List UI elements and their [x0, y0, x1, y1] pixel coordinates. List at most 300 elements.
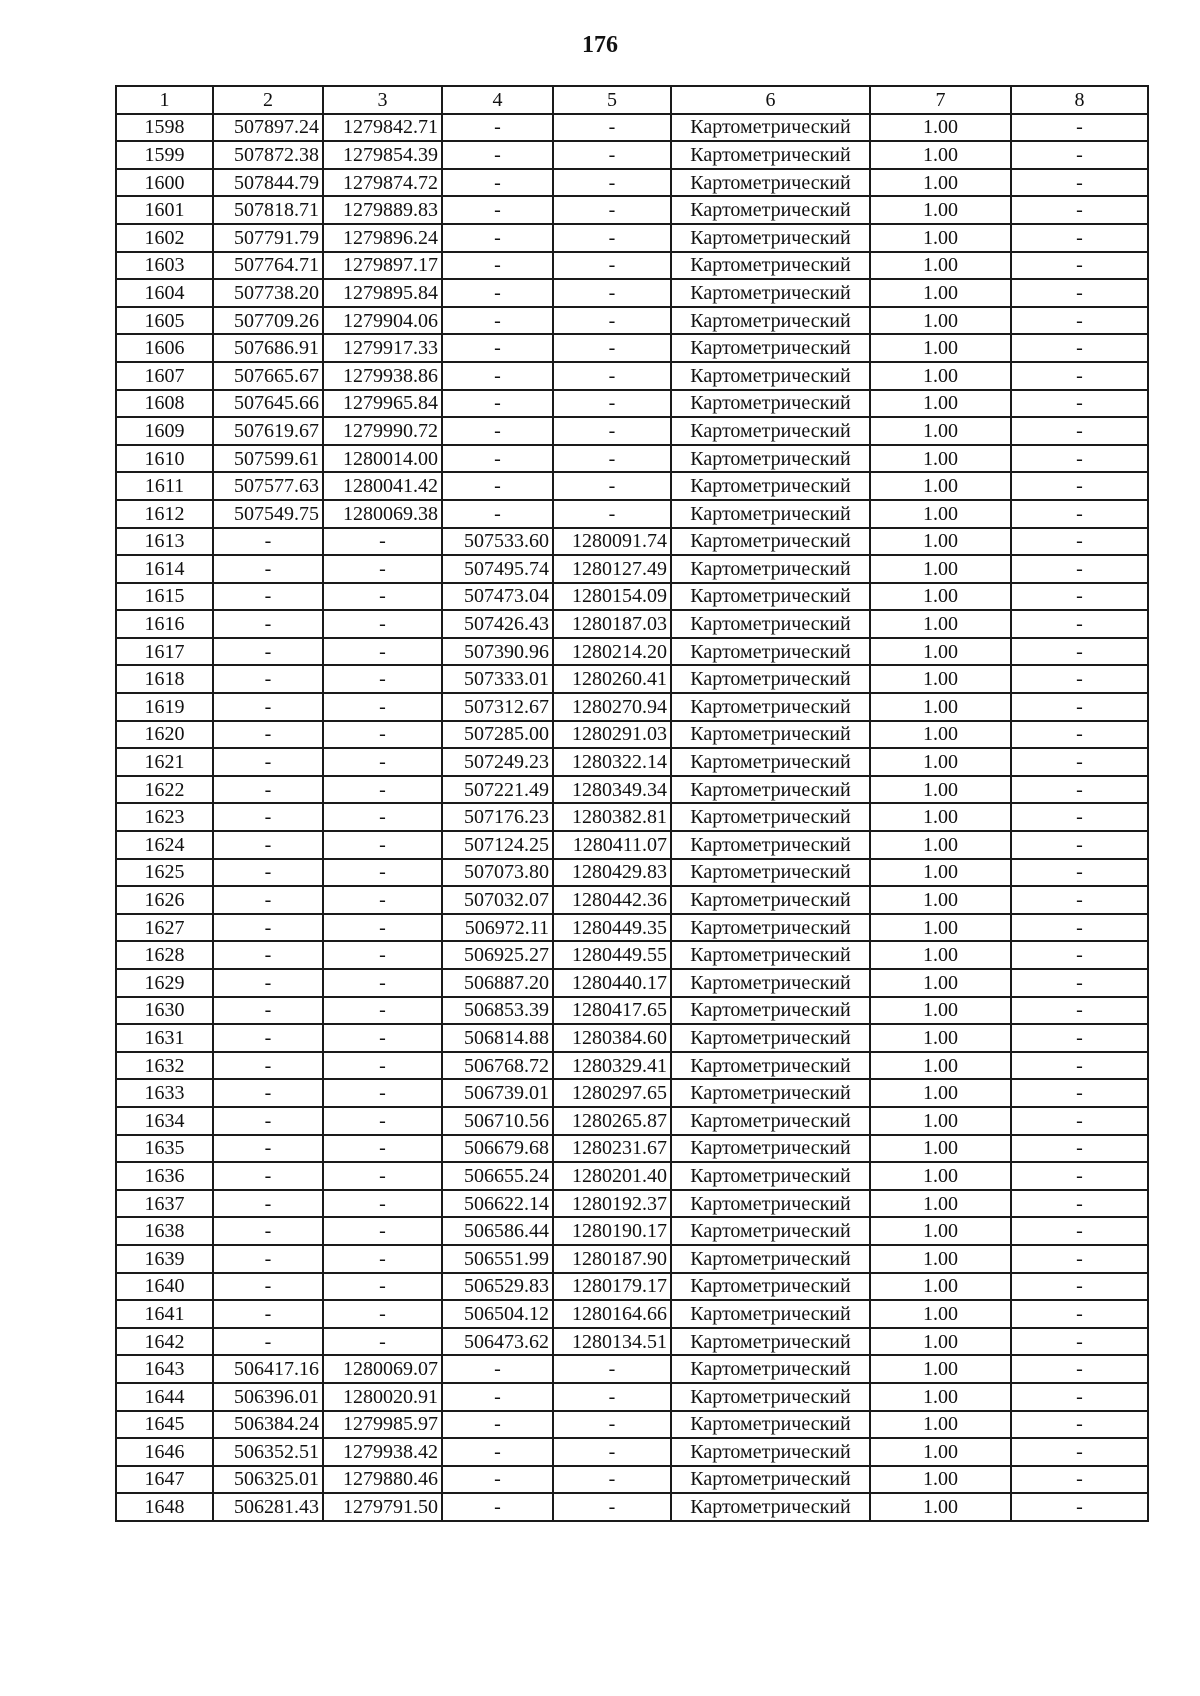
x-coordinate-cell: 506417.16	[213, 1355, 323, 1383]
accuracy-cell: 1.00	[870, 169, 1011, 197]
table-header	[116, 86, 1148, 114]
x-coordinate-cell: -	[213, 1245, 323, 1273]
description-cell: -	[1011, 1079, 1148, 1107]
x-new-coordinate-cell: 506853.39	[442, 997, 553, 1025]
table-row	[116, 886, 1148, 914]
point-number-cell: 1626	[116, 886, 213, 914]
accuracy-cell: 1.00	[870, 528, 1011, 556]
description-cell: -	[1011, 1383, 1148, 1411]
x-new-coordinate-cell: 506586.44	[442, 1217, 553, 1245]
point-number-cell: 1615	[116, 583, 213, 611]
description-cell: -	[1011, 169, 1148, 197]
y-new-coordinate-cell: -	[553, 1383, 671, 1411]
table-row	[116, 1217, 1148, 1245]
method-cell: Картометрический	[671, 417, 870, 445]
y-coordinate-cell: -	[323, 776, 442, 804]
table-row	[116, 610, 1148, 638]
table-row	[116, 1300, 1148, 1328]
y-coordinate-cell: 1279897.17	[323, 252, 442, 280]
y-new-coordinate-cell: -	[553, 1438, 671, 1466]
y-coordinate-cell: -	[323, 1135, 442, 1163]
table-row	[116, 665, 1148, 693]
y-new-coordinate-cell: 1280260.41	[553, 665, 671, 693]
y-new-coordinate-cell: 1280291.03	[553, 721, 671, 749]
x-new-coordinate-cell: 506504.12	[442, 1300, 553, 1328]
table-row	[116, 1162, 1148, 1190]
method-cell: Картометрический	[671, 334, 870, 362]
point-number-cell: 1636	[116, 1162, 213, 1190]
accuracy-cell: 1.00	[870, 1466, 1011, 1494]
y-new-coordinate-cell: 1280322.14	[553, 748, 671, 776]
x-new-coordinate-cell: 506768.72	[442, 1052, 553, 1080]
y-new-coordinate-cell: 1280091.74	[553, 528, 671, 556]
y-new-coordinate-cell: 1280231.67	[553, 1135, 671, 1163]
accuracy-cell: 1.00	[870, 1411, 1011, 1439]
x-new-coordinate-cell: -	[442, 1411, 553, 1439]
method-cell: Картометрический	[671, 114, 870, 142]
y-new-coordinate-cell: -	[553, 196, 671, 224]
x-coordinate-cell: -	[213, 1328, 323, 1356]
y-coordinate-cell: -	[323, 1079, 442, 1107]
description-cell: -	[1011, 610, 1148, 638]
description-cell: -	[1011, 334, 1148, 362]
point-number-cell: 1648	[116, 1493, 213, 1521]
table-row	[116, 831, 1148, 859]
method-cell: Картометрический	[671, 279, 870, 307]
x-coordinate-cell: 506384.24	[213, 1411, 323, 1439]
accuracy-cell: 1.00	[870, 1024, 1011, 1052]
x-new-coordinate-cell: -	[442, 390, 553, 418]
accuracy-cell: 1.00	[870, 1355, 1011, 1383]
accuracy-cell: 1.00	[870, 969, 1011, 997]
point-number-cell: 1619	[116, 693, 213, 721]
description-cell: -	[1011, 1411, 1148, 1439]
x-new-coordinate-cell: -	[442, 307, 553, 335]
accuracy-cell: 1.00	[870, 693, 1011, 721]
y-coordinate-cell: -	[323, 803, 442, 831]
table-row	[116, 472, 1148, 500]
description-cell: -	[1011, 1162, 1148, 1190]
x-new-coordinate-cell: 506551.99	[442, 1245, 553, 1273]
x-coordinate-cell: 507791.79	[213, 224, 323, 252]
x-coordinate-cell: -	[213, 803, 323, 831]
accuracy-cell: 1.00	[870, 1079, 1011, 1107]
y-new-coordinate-cell: 1280442.36	[553, 886, 671, 914]
description-cell: -	[1011, 472, 1148, 500]
table-row	[116, 1438, 1148, 1466]
point-number-cell: 1602	[116, 224, 213, 252]
table-row	[116, 307, 1148, 335]
y-coordinate-cell: -	[323, 1052, 442, 1080]
y-new-coordinate-cell: -	[553, 1466, 671, 1494]
method-cell: Картометрический	[671, 1411, 870, 1439]
table-row	[116, 555, 1148, 583]
point-number-cell: 1614	[116, 555, 213, 583]
x-coordinate-cell: 507709.26	[213, 307, 323, 335]
description-cell: -	[1011, 1245, 1148, 1273]
y-new-coordinate-cell: -	[553, 362, 671, 390]
accuracy-cell: 1.00	[870, 224, 1011, 252]
y-new-coordinate-cell: 1280382.81	[553, 803, 671, 831]
description-cell: -	[1011, 776, 1148, 804]
method-cell: Картометрический	[671, 1024, 870, 1052]
method-cell: Картометрический	[671, 528, 870, 556]
x-new-coordinate-cell: -	[442, 1493, 553, 1521]
point-number-cell: 1640	[116, 1273, 213, 1301]
accuracy-cell: 1.00	[870, 114, 1011, 142]
x-new-coordinate-cell: 506529.83	[442, 1273, 553, 1301]
x-coordinate-cell: 506352.51	[213, 1438, 323, 1466]
y-new-coordinate-cell: 1280154.09	[553, 583, 671, 611]
description-cell: -	[1011, 555, 1148, 583]
point-number-cell: 1638	[116, 1217, 213, 1245]
table-row	[116, 362, 1148, 390]
accuracy-cell: 1.00	[870, 1328, 1011, 1356]
x-coordinate-cell: -	[213, 555, 323, 583]
description-cell: -	[1011, 1438, 1148, 1466]
method-cell: Картометрический	[671, 1355, 870, 1383]
accuracy-cell: 1.00	[870, 390, 1011, 418]
table-row	[116, 859, 1148, 887]
method-cell: Картометрический	[671, 1135, 870, 1163]
table-body	[116, 114, 1148, 1521]
y-coordinate-cell: -	[323, 693, 442, 721]
x-coordinate-cell: -	[213, 1107, 323, 1135]
y-new-coordinate-cell: 1280411.07	[553, 831, 671, 859]
table-row	[116, 1135, 1148, 1163]
point-number-cell: 1601	[116, 196, 213, 224]
point-number-cell: 1630	[116, 997, 213, 1025]
point-number-cell: 1603	[116, 252, 213, 280]
y-coordinate-cell: -	[323, 1024, 442, 1052]
x-new-coordinate-cell: 507533.60	[442, 528, 553, 556]
x-new-coordinate-cell: -	[442, 224, 553, 252]
point-number-cell: 1616	[116, 610, 213, 638]
point-number-cell: 1632	[116, 1052, 213, 1080]
y-coordinate-cell: -	[323, 1217, 442, 1245]
y-coordinate-cell: -	[323, 1162, 442, 1190]
table-row	[116, 114, 1148, 142]
accuracy-cell: 1.00	[870, 417, 1011, 445]
table-row	[116, 638, 1148, 666]
description-cell: -	[1011, 445, 1148, 473]
y-coordinate-cell: 1280014.00	[323, 445, 442, 473]
x-coordinate-cell: -	[213, 914, 323, 942]
method-cell: Картометрический	[671, 390, 870, 418]
accuracy-cell: 1.00	[870, 886, 1011, 914]
y-coordinate-cell: -	[323, 1328, 442, 1356]
x-coordinate-cell: 507645.66	[213, 390, 323, 418]
description-cell: -	[1011, 1135, 1148, 1163]
point-number-cell: 1605	[116, 307, 213, 335]
y-coordinate-cell: 1279938.42	[323, 1438, 442, 1466]
x-coordinate-cell: -	[213, 1300, 323, 1328]
table-row	[116, 1466, 1148, 1494]
x-new-coordinate-cell: -	[442, 141, 553, 169]
x-new-coordinate-cell: 507473.04	[442, 583, 553, 611]
method-cell: Картометрический	[671, 1300, 870, 1328]
y-coordinate-cell: 1279874.72	[323, 169, 442, 197]
column-header: 3	[323, 86, 442, 114]
x-new-coordinate-cell: -	[442, 1466, 553, 1494]
y-coordinate-cell: -	[323, 1300, 442, 1328]
method-cell: Картометрический	[671, 748, 870, 776]
y-new-coordinate-cell: -	[553, 252, 671, 280]
table-row	[116, 1107, 1148, 1135]
y-coordinate-cell: 1280069.38	[323, 500, 442, 528]
table-row	[116, 417, 1148, 445]
point-number-cell: 1629	[116, 969, 213, 997]
method-cell: Картометрический	[671, 555, 870, 583]
description-cell: -	[1011, 141, 1148, 169]
y-new-coordinate-cell: 1280297.65	[553, 1079, 671, 1107]
y-coordinate-cell: 1279842.71	[323, 114, 442, 142]
point-number-cell: 1631	[116, 1024, 213, 1052]
method-cell: Картометрический	[671, 886, 870, 914]
point-number-cell: 1635	[116, 1135, 213, 1163]
point-number-cell: 1611	[116, 472, 213, 500]
method-cell: Картометрический	[671, 610, 870, 638]
table-row	[116, 583, 1148, 611]
x-coordinate-cell: -	[213, 997, 323, 1025]
accuracy-cell: 1.00	[870, 252, 1011, 280]
y-new-coordinate-cell: -	[553, 114, 671, 142]
accuracy-cell: 1.00	[870, 141, 1011, 169]
y-coordinate-cell: 1279791.50	[323, 1493, 442, 1521]
accuracy-cell: 1.00	[870, 914, 1011, 942]
method-cell: Картометрический	[671, 1217, 870, 1245]
x-new-coordinate-cell: 507221.49	[442, 776, 553, 804]
column-header: 2	[213, 86, 323, 114]
method-cell: Картометрический	[671, 1107, 870, 1135]
y-new-coordinate-cell: 1280417.65	[553, 997, 671, 1025]
y-new-coordinate-cell: -	[553, 500, 671, 528]
accuracy-cell: 1.00	[870, 307, 1011, 335]
accuracy-cell: 1.00	[870, 610, 1011, 638]
x-new-coordinate-cell: -	[442, 114, 553, 142]
description-cell: -	[1011, 1273, 1148, 1301]
x-coordinate-cell: -	[213, 610, 323, 638]
method-cell: Картометрический	[671, 307, 870, 335]
point-number-cell: 1628	[116, 941, 213, 969]
y-coordinate-cell: -	[323, 555, 442, 583]
y-coordinate-cell: -	[323, 528, 442, 556]
description-cell: -	[1011, 252, 1148, 280]
description-cell: -	[1011, 1493, 1148, 1521]
table-row	[116, 693, 1148, 721]
table-row	[116, 279, 1148, 307]
description-cell: -	[1011, 1300, 1148, 1328]
table-row	[116, 1273, 1148, 1301]
x-new-coordinate-cell: 507032.07	[442, 886, 553, 914]
description-cell: -	[1011, 748, 1148, 776]
table-row	[116, 1024, 1148, 1052]
accuracy-cell: 1.00	[870, 279, 1011, 307]
accuracy-cell: 1.00	[870, 500, 1011, 528]
accuracy-cell: 1.00	[870, 1383, 1011, 1411]
description-cell: -	[1011, 665, 1148, 693]
column-header: 8	[1011, 86, 1148, 114]
y-new-coordinate-cell: 1280190.17	[553, 1217, 671, 1245]
y-new-coordinate-cell: -	[553, 1493, 671, 1521]
x-coordinate-cell: -	[213, 941, 323, 969]
x-new-coordinate-cell: 506710.56	[442, 1107, 553, 1135]
table-row	[116, 1411, 1148, 1439]
description-cell: -	[1011, 1217, 1148, 1245]
x-coordinate-cell: -	[213, 1135, 323, 1163]
point-number-cell: 1610	[116, 445, 213, 473]
point-number-cell: 1622	[116, 776, 213, 804]
description-cell: -	[1011, 693, 1148, 721]
point-number-cell: 1643	[116, 1355, 213, 1383]
point-number-cell: 1607	[116, 362, 213, 390]
x-coordinate-cell: 507844.79	[213, 169, 323, 197]
x-new-coordinate-cell: 506622.14	[442, 1190, 553, 1218]
method-cell: Картометрический	[671, 1052, 870, 1080]
y-new-coordinate-cell: 1280164.66	[553, 1300, 671, 1328]
accuracy-cell: 1.00	[870, 997, 1011, 1025]
x-new-coordinate-cell: 506679.68	[442, 1135, 553, 1163]
point-number-cell: 1624	[116, 831, 213, 859]
x-coordinate-cell: -	[213, 1273, 323, 1301]
x-new-coordinate-cell: 507333.01	[442, 665, 553, 693]
point-number-cell: 1600	[116, 169, 213, 197]
x-new-coordinate-cell: -	[442, 196, 553, 224]
table-row	[116, 1383, 1148, 1411]
column-header: 5	[553, 86, 671, 114]
accuracy-cell: 1.00	[870, 831, 1011, 859]
accuracy-cell: 1.00	[870, 1217, 1011, 1245]
accuracy-cell: 1.00	[870, 721, 1011, 749]
y-coordinate-cell: -	[323, 997, 442, 1025]
x-new-coordinate-cell: -	[442, 252, 553, 280]
y-coordinate-cell: -	[323, 1245, 442, 1273]
method-cell: Картометрический	[671, 914, 870, 942]
description-cell: -	[1011, 831, 1148, 859]
y-new-coordinate-cell: 1280449.55	[553, 941, 671, 969]
method-cell: Картометрический	[671, 1328, 870, 1356]
table-row	[116, 776, 1148, 804]
table-row	[116, 1493, 1148, 1521]
x-coordinate-cell: 507686.91	[213, 334, 323, 362]
y-coordinate-cell: 1279990.72	[323, 417, 442, 445]
table-row	[116, 997, 1148, 1025]
point-number-cell: 1604	[116, 279, 213, 307]
point-number-cell: 1606	[116, 334, 213, 362]
x-coordinate-cell: -	[213, 776, 323, 804]
x-new-coordinate-cell: -	[442, 1438, 553, 1466]
accuracy-cell: 1.00	[870, 776, 1011, 804]
table-row	[116, 1190, 1148, 1218]
point-number-cell: 1637	[116, 1190, 213, 1218]
point-number-cell: 1620	[116, 721, 213, 749]
accuracy-cell: 1.00	[870, 196, 1011, 224]
x-new-coordinate-cell: -	[442, 279, 553, 307]
method-cell: Картометрический	[671, 224, 870, 252]
column-header: 7	[870, 86, 1011, 114]
x-coordinate-cell: 507599.61	[213, 445, 323, 473]
accuracy-cell: 1.00	[870, 1438, 1011, 1466]
table-row	[116, 721, 1148, 749]
method-cell: Картометрический	[671, 859, 870, 887]
x-new-coordinate-cell: 506655.24	[442, 1162, 553, 1190]
method-cell: Картометрический	[671, 665, 870, 693]
description-cell: -	[1011, 997, 1148, 1025]
y-new-coordinate-cell: 1280349.34	[553, 776, 671, 804]
description-cell: -	[1011, 196, 1148, 224]
point-number-cell: 1646	[116, 1438, 213, 1466]
accuracy-cell: 1.00	[870, 1162, 1011, 1190]
description-cell: -	[1011, 362, 1148, 390]
method-cell: Картометрический	[671, 1273, 870, 1301]
x-new-coordinate-cell: 507495.74	[442, 555, 553, 583]
x-new-coordinate-cell: 506925.27	[442, 941, 553, 969]
method-cell: Картометрический	[671, 997, 870, 1025]
x-coordinate-cell: 507577.63	[213, 472, 323, 500]
description-cell: -	[1011, 1190, 1148, 1218]
description-cell: -	[1011, 1052, 1148, 1080]
accuracy-cell: 1.00	[870, 1107, 1011, 1135]
x-coordinate-cell: 507872.38	[213, 141, 323, 169]
table-row	[116, 169, 1148, 197]
y-new-coordinate-cell: 1280329.41	[553, 1052, 671, 1080]
x-new-coordinate-cell: 507390.96	[442, 638, 553, 666]
column-header: 4	[442, 86, 553, 114]
y-coordinate-cell: -	[323, 748, 442, 776]
y-coordinate-cell: 1280020.91	[323, 1383, 442, 1411]
y-coordinate-cell: -	[323, 831, 442, 859]
accuracy-cell: 1.00	[870, 803, 1011, 831]
x-coordinate-cell: 506396.01	[213, 1383, 323, 1411]
y-new-coordinate-cell: 1280134.51	[553, 1328, 671, 1356]
y-new-coordinate-cell: -	[553, 1355, 671, 1383]
y-new-coordinate-cell: -	[553, 445, 671, 473]
table-row	[116, 141, 1148, 169]
method-cell: Картометрический	[671, 445, 870, 473]
description-cell: -	[1011, 1107, 1148, 1135]
y-coordinate-cell: 1279880.46	[323, 1466, 442, 1494]
table-row	[116, 252, 1148, 280]
accuracy-cell: 1.00	[870, 1245, 1011, 1273]
y-coordinate-cell: 1280041.42	[323, 472, 442, 500]
accuracy-cell: 1.00	[870, 859, 1011, 887]
table-row	[116, 1355, 1148, 1383]
y-new-coordinate-cell: 1280265.87	[553, 1107, 671, 1135]
y-new-coordinate-cell: 1280179.17	[553, 1273, 671, 1301]
method-cell: Картометрический	[671, 583, 870, 611]
y-new-coordinate-cell: -	[553, 1411, 671, 1439]
x-coordinate-cell: 507764.71	[213, 252, 323, 280]
table-row	[116, 500, 1148, 528]
accuracy-cell: 1.00	[870, 748, 1011, 776]
coordinates-table	[115, 85, 1149, 1522]
y-coordinate-cell: 1279965.84	[323, 390, 442, 418]
x-coordinate-cell: 507665.67	[213, 362, 323, 390]
y-new-coordinate-cell: 1280384.60	[553, 1024, 671, 1052]
y-coordinate-cell: -	[323, 1190, 442, 1218]
point-number-cell: 1647	[116, 1466, 213, 1494]
point-number-cell: 1613	[116, 528, 213, 556]
y-coordinate-cell: 1279895.84	[323, 279, 442, 307]
y-new-coordinate-cell: 1280449.35	[553, 914, 671, 942]
x-coordinate-cell: -	[213, 1217, 323, 1245]
y-coordinate-cell: -	[323, 941, 442, 969]
method-cell: Картометрический	[671, 721, 870, 749]
point-number-cell: 1617	[116, 638, 213, 666]
accuracy-cell: 1.00	[870, 555, 1011, 583]
x-new-coordinate-cell: 507285.00	[442, 721, 553, 749]
table-row	[116, 196, 1148, 224]
